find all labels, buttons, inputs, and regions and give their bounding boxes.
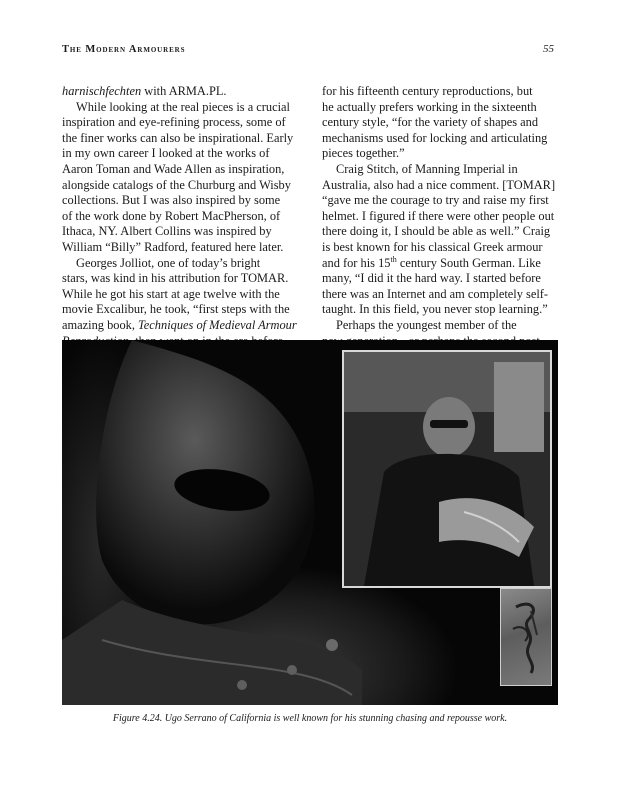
text-line <box>62 256 294 272</box>
text-segment: stars, was kind in his attribution for TOMAR. <box>62 271 289 286</box>
page-number: 55 <box>543 43 554 55</box>
text-line <box>322 240 554 256</box>
text-line <box>322 302 554 318</box>
text-segment: amazing book, <box>62 317 139 332</box>
text-line <box>322 209 554 225</box>
text-line <box>62 271 294 287</box>
text-segment: there doing it, I should be able as well.” Craig <box>322 224 551 239</box>
text-segment: century style, “for the variety of shapes and <box>322 115 539 130</box>
text-line <box>62 317 297 334</box>
text-segment: movie Excalibur, he took, “first steps with the <box>62 302 290 317</box>
running-head-title: The Modern Armourers <box>62 44 186 55</box>
superscript-text: th <box>390 254 397 264</box>
text-segment: inspiration and eye-refining process, some of <box>62 115 286 130</box>
running-header <box>62 44 554 58</box>
text-segment: for his fifteenth century reproductions, but <box>322 84 533 98</box>
text-line <box>322 256 554 272</box>
text-segment: alongside catalogs of the Churburg and Wisby <box>62 177 291 192</box>
italic-text: harnischfechten <box>62 84 142 98</box>
text-segment: pieces together.” <box>322 146 405 161</box>
figure-caption: Figure 4.24. Ugo Serrano of California is well known for his stunning chasing and repousse work. <box>112 713 508 724</box>
text-line <box>62 162 294 178</box>
text-segment: Australia, also had a nice comment. [TOMAR] <box>322 177 556 192</box>
text-segment: Aaron Toman and Wade Allen as inspiration, <box>62 161 285 176</box>
text-segment: Ithaca, NY. Albert Collins was inspired by <box>62 224 272 239</box>
text-line <box>322 84 554 100</box>
text-line <box>322 146 554 162</box>
text-line <box>62 178 294 194</box>
text-segment: “gave me the courage to try and raise my first <box>322 193 549 208</box>
figure-photo-collage <box>62 340 558 705</box>
text-segment: helmet. I figured if there were other people out <box>322 208 555 223</box>
text-segment: Perhaps the youngest member of the <box>336 317 517 332</box>
text-line <box>322 178 554 194</box>
text-segment: with ARMA.PL. <box>141 84 227 98</box>
text-line <box>62 146 294 162</box>
armourer-figure-shapes <box>344 352 550 586</box>
text-segment: he actually prefers working in the sixteenth <box>322 99 537 114</box>
italic-text: Techniques of Medieval Armour <box>138 317 297 332</box>
text-segment: is best known for his classical Greek armour <box>322 239 543 254</box>
text-segment: there was an Internet and am completely self- <box>322 286 549 301</box>
text-line <box>62 224 294 240</box>
text-line <box>62 100 294 116</box>
text-segment: many, “I did it the hard way. I started before <box>322 271 541 286</box>
text-segment: the finer works can also be inspirational. Early <box>62 130 294 145</box>
monogram-plate-photo <box>500 588 552 686</box>
text-line <box>322 193 554 209</box>
text-line <box>322 100 554 116</box>
text-line <box>62 131 294 147</box>
text-segment: Craig Stitch, of Manning Imperial in <box>336 161 518 176</box>
text-line <box>62 193 294 209</box>
right-text-column <box>322 84 554 365</box>
left-text-column <box>62 84 297 365</box>
text-segment: of the work done by Robert MacPherson, of <box>62 208 281 223</box>
text-line <box>322 131 554 147</box>
text-segment: While looking at the real pieces is a crucial <box>76 99 290 114</box>
text-line <box>62 115 294 131</box>
text-segment: mechanisms used for locking and articulating <box>322 130 548 145</box>
text-segment: and for his 15 <box>322 255 391 270</box>
text-segment: William “Billy” Radford, featured here later. <box>62 239 284 254</box>
monogram-engraving <box>501 589 551 685</box>
text-segment: taught. In this field, you never stop learning.” <box>322 302 548 317</box>
text-line <box>62 84 294 100</box>
text-segment: in my own career I looked at the works of <box>62 146 270 161</box>
text-line <box>322 271 554 287</box>
text-segment: collections. But I was also inspired by some <box>62 193 281 208</box>
text-segment: century South German. Like <box>396 255 541 270</box>
text-line <box>322 162 554 178</box>
text-line <box>62 287 294 303</box>
text-segment: Georges Jolliot, one of today’s bright <box>76 255 261 270</box>
text-line <box>62 240 294 256</box>
text-line <box>322 224 554 240</box>
text-segment: While he got his start at age twelve with the <box>62 286 280 301</box>
text-line <box>322 287 554 303</box>
text-line <box>322 115 554 131</box>
armourer-at-work-photo <box>342 350 552 588</box>
text-line <box>322 318 554 334</box>
text-line <box>62 209 294 225</box>
text-line <box>62 302 294 318</box>
